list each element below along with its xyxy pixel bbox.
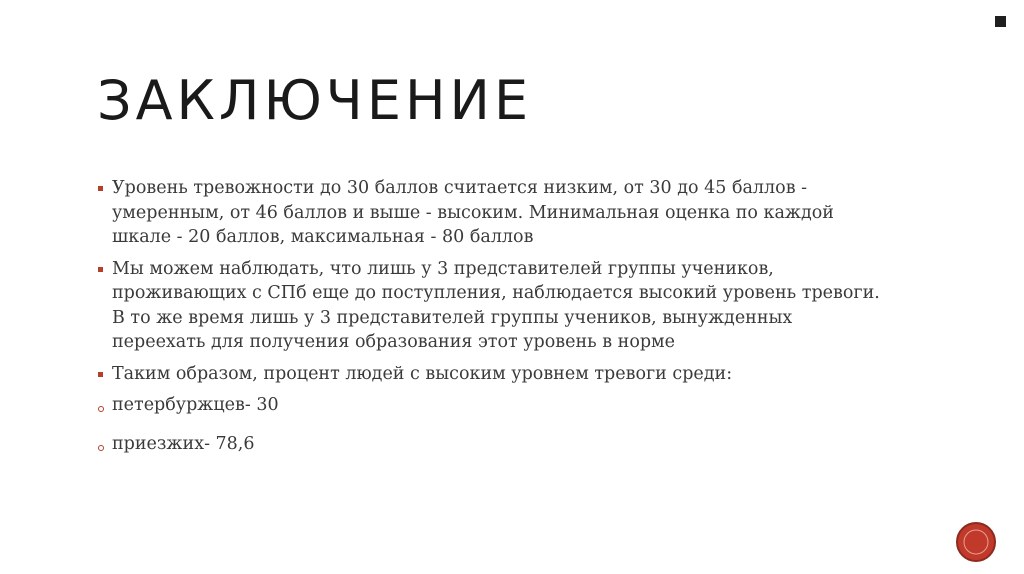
circle-bullet-icon xyxy=(98,406,104,412)
sub-bullet-text: приезжих- 78,6 xyxy=(112,433,255,454)
slide-nav-button[interactable] xyxy=(956,522,996,562)
corner-square-icon xyxy=(995,16,1006,27)
square-bullet-icon xyxy=(98,186,103,191)
slide-nav-button-icon xyxy=(961,527,991,557)
square-bullet-icon xyxy=(98,372,103,377)
slide-title: ЗАКЛЮЧЕНИЕ xyxy=(97,69,533,132)
circle-bullet-icon xyxy=(98,445,104,451)
sub-bullet-text: петербуржцев- 30 xyxy=(112,395,279,415)
bullet-text: Таким образом, процент людей с высоким уровнем тревоги среди: xyxy=(112,363,733,384)
bullet-item xyxy=(98,257,888,355)
bullet-text: Мы можем наблюдать, что лишь у 3 представителей группы учеников, проживающих с СПб еще до поступления, наблюдается высокий уровень тревоги. В то же время лишь у 3 представителей группы учеников, вынужденных переехать для получения образования этот уровень в норме xyxy=(112,258,880,352)
sub-bullet-item xyxy=(98,393,888,418)
bullet-text: Уровень тревожности до 30 баллов считается низким, от 30 до 45 баллов - умеренным, от 46 баллов и выше - высоким. Минимальная оценка по каждой шкале - 20 баллов, максимальная - 80 баллов xyxy=(112,178,834,247)
bullet-item xyxy=(98,362,888,387)
sub-bullet-item xyxy=(98,432,888,457)
bullet-item xyxy=(98,176,888,250)
bullet-list xyxy=(98,176,888,470)
square-bullet-icon xyxy=(98,267,103,272)
